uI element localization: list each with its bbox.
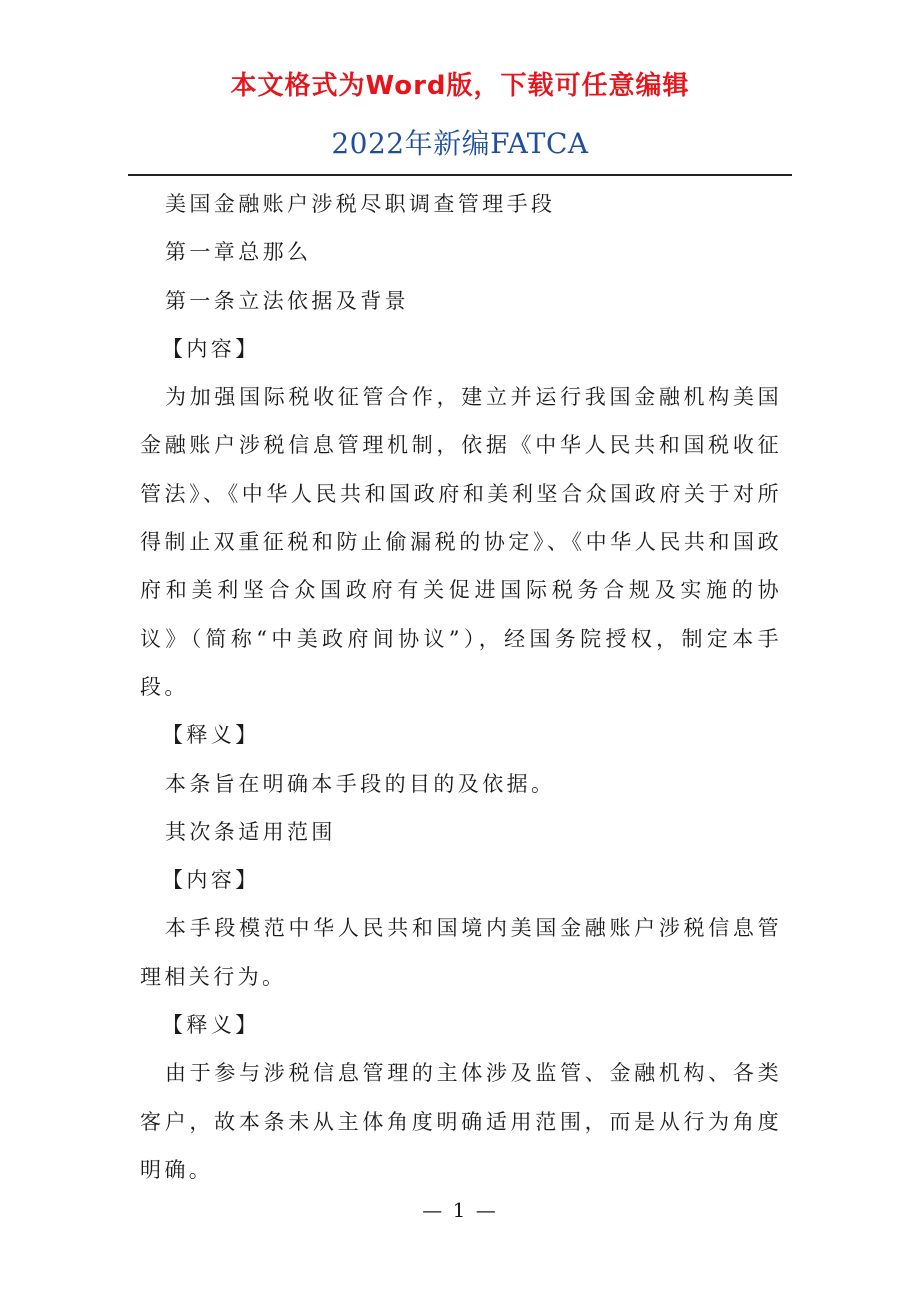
page-number: — 1 — <box>422 1198 498 1222</box>
paragraph-label-interpretation: 【释义】 <box>162 723 260 748</box>
paragraph-body: 由于参与涉税信息管理的主体涉及监管、金融机构、各类客户，故本条未从主体角度明确适用范围，而是从行为角度明确。 <box>140 1061 782 1182</box>
paragraph-body: 为加强国际税收征管合作，建立并运行我国金融机构美国金融账户涉税信息管理机制，依据《中华人民共和国税收征管法》、《中华人民共和国政府和美利坚合众国政府关于对所得制止双重征税和防止偷漏税的协定》、《中华人民共和国政府和美利坚合众国政府有关促进国际税务合规及实施的协议》（简称“中美政府间协议”），经国务院授权，制定本手段。 <box>140 385 782 699</box>
format-notice-banner: 本文格式为Word版，下载可任意编辑 <box>230 71 690 101</box>
paragraph-heading-article-2: 其次条适用范围 <box>165 819 336 844</box>
header-divider <box>128 174 792 176</box>
paragraph-heading-article-1: 第一条立法依据及背景 <box>165 288 409 313</box>
paragraph-label-interpretation: 【释义】 <box>162 1013 260 1038</box>
paragraph-label-content: 【内容】 <box>162 868 260 893</box>
paragraph-heading-title: 美国金融账户涉税尽职调查管理手段 <box>165 192 556 216</box>
paragraph-body: 本手段模范中华人民共和国境内美国金融账户涉税信息管理相关行为。 <box>140 916 782 989</box>
paragraph-body: 本条旨在明确本手段的目的及依据。 <box>165 771 556 796</box>
paragraph-label-content: 【内容】 <box>162 336 260 361</box>
document-title: 2022年新编FATCA <box>331 127 589 160</box>
document-body <box>140 180 782 1194</box>
paragraph-heading-chapter: 第一章总那么 <box>165 240 312 265</box>
